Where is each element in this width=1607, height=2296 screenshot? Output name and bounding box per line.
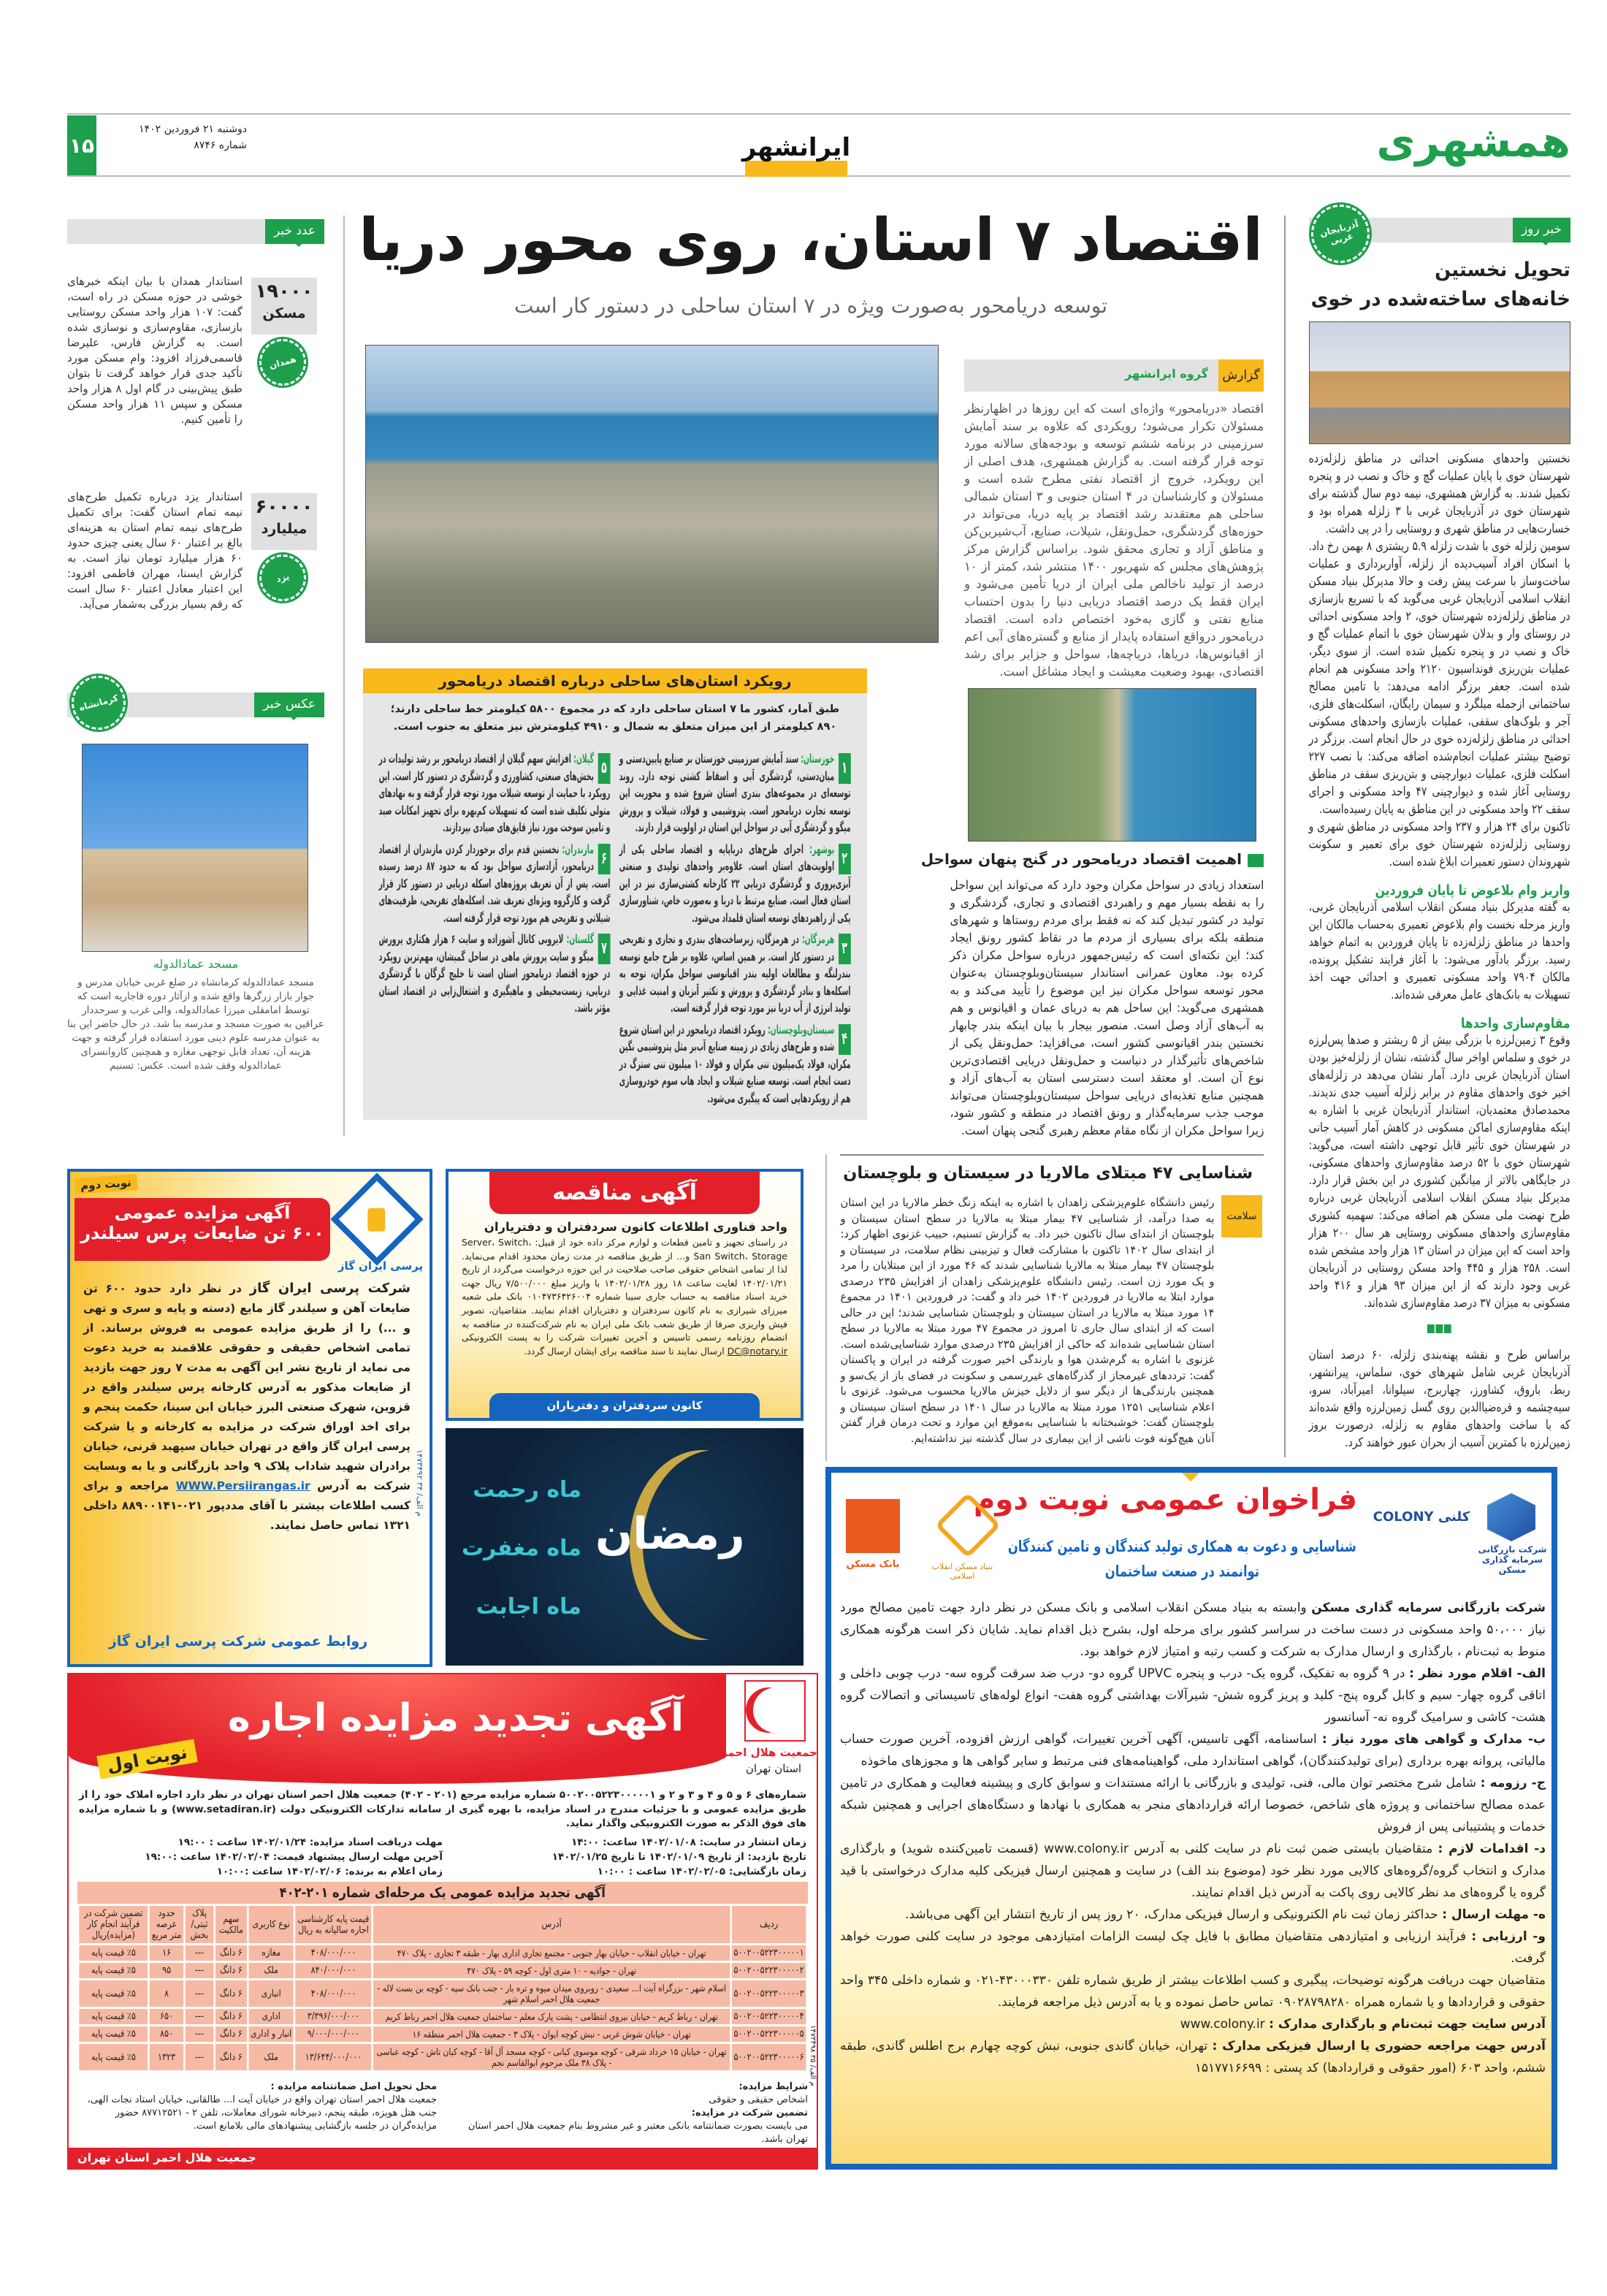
house-photo — [1309, 321, 1570, 444]
column-header: حدود عرصه متر مربع — [150, 1906, 183, 1943]
table-cell: انباری — [249, 1980, 294, 2007]
paragraph-text: حداکثر زمان ثبت نام الکترونیکی و ارسال فیزیکی مدارک، ۲۰ روز پس از تاریخ انتشار این آگهی می‌باشد. — [905, 1907, 1443, 1922]
ad-text: ارسال نمایند تا سند مناقصه برای ایشان ارسال گردد. — [524, 1345, 728, 1357]
table-cell: ٪۵ قیمت پایه — [80, 1963, 148, 1978]
ad-paragraph — [840, 1597, 1546, 1663]
paragraph-text: در ۹ گروه به تفکیک، گروه یک- درب و پنجره UPVC گروه دو- درب ضد سرقت گروه سه- درب چوبی داخلی و اتاقی گروه چهار- سیم و کابل گروه پنج- کلید و پریز گروه شش- شیرآلات بهداشتی گروه هفت- انواع لوله‌های تاسیساتی و اتصالات گروه هشت- کاشی و سرامیک گروه نه- آسانسور — [840, 1666, 1546, 1725]
table-row — [80, 1980, 806, 2007]
table-cell: --- — [186, 1963, 214, 1978]
newspaper-logo[interactable]: همشهری — [1376, 117, 1570, 167]
auction-date: تاریخ بازدید: از تاریخ ۱۴۰۲/۰۱/۰۹ تا تاریخ ۱۴۰۲/۰۱/۲۵ — [551, 1851, 806, 1863]
article-title-line2: خانه‌های ساخته‌شده در خوی — [1310, 288, 1570, 310]
logo-text: پرسی ایران گاز — [337, 1259, 424, 1273]
heading-marker — [1248, 854, 1264, 867]
table-cell: --- — [186, 1980, 214, 2007]
item-text: سند آمایش سرزمینی خوزستان بر صنایع پایین‌دستی و میان‌دستی، گردشگری آبی و اسقاط کشتی توجه دارد. روند توسعه‌ای در مجموعه‌های بندری استان شروع شده و محوریت این توسعه تجارت دریامحور است. پتروشیمی و فولاد، شیلات و پرورش میگو و گردشگری آبی در سواحل این استان در اولویت قرار دارند. — [619, 752, 851, 834]
table-cell: ٪۵ قیمت پایه — [80, 2044, 148, 2070]
paragraph-heading: آدرس سایت جهت ثبت‌نام و بارگذاری مدارک : — [1269, 2017, 1546, 2032]
paragraph-heading: ب- مدارک و گواهی های مورد نیاز : — [1321, 1732, 1546, 1747]
paragraph-text: متقاضیان بایستی ضمن ثبت نام در سایت کلنی به آدرس www.colony.ir (قسمت تامین‌کننده شوید) و بارگذاری مدارک و انتخاب گروه/گروه‌های کالایی مورد نظر خود (موضوع بند الف) در سایت و همچنین ارسال فیزیکی کلیه مدارک درخواستی با قید گروه یا گروه‌های مد نظر کالایی روی پاکت به آدرس ذیل اقدام نمایند. — [840, 1842, 1546, 1900]
ad-subtitle: واحد فناوری اطلاعات کانون سردفتران و دفتریاران — [484, 1220, 787, 1234]
table-cell: ۹/۰۰۰/۰۰۰/۰۰۰ — [296, 2026, 372, 2042]
box-intro: طبق آمار، کشور ما ۷ استان ساحلی دارد که در مجموع ۵۸۰۰ کیلومتر خط ساحلی دارند؛ ۸۹۰ کیلومتر از این میزان متعلق به شمال و ۴۹۱۰ کیلومترش نیز متعلق به جنوب است. — [390, 703, 840, 733]
ad-footer: روابط عمومی شرکت پرسی ایران گاز — [108, 1633, 368, 1649]
report-band — [964, 359, 1264, 392]
paragraph-heading: ج- رزومه : — [1480, 1776, 1546, 1790]
ad-subtitle: ۶۰۰ تن ضایعات پرس سیلندر — [80, 1223, 324, 1243]
article-paragraph: سومین زلزله خوی با شدت زلزله ۵.۹ ریشتری ۸ بهمن رخ داد. با اسکان افراد آسیب‌دیده از زلزله، آواربرداری و عملیات ساخت‌وساز با سرعت پیش رفت و حالا مدیرکل بنیاد مسکن انقلاب اسلامی آذربایجان غربی می‌گوید که با تسریع بازسازی در مناطق زلزله‌زده شهرستان خوی، ۲ واحد مسکونی احداثی در روستای وار و بدلان شهرستان خوی با اتمام عملیات گچ و خاک و نصب در و پنجره تکمیل شده است. از سوی دیگر، عملیات بتن‌ریزی فونداسیون ۲۱۲۰ واحد مسکونی هم انجام شده است. جعفر برزگر ادامه می‌دهد: با تامین مصالح ساختمانی ازجمله میلگرد و سیمان رایگان، اسکلت‌های فلزی، آجر و بلوک‌های سقفی، عملیات بازسازی واحدهای مسکونی احداثی در مناطق زلزله‌زده خوی در حال انجام است. برزگر در توضیح بیشتر عملیات انجام‌شده اضافه می‌کند: با نصب ۲۲۷ اسکلت فلزی، عملیات دیوارچینی و بتن‌ریزی سقف در مناطق روستایی آغاز شده و دیوارچینی ۴۷ واحد مسکونی و اجرای سقف ۲۲ واحد مسکونی در این مناطق به پایان رسیده‌است. — [1309, 539, 1571, 817]
table-cell: ۱۶ — [150, 1945, 183, 1961]
box-title: رویکرد استان‌های ساحلی درباره اقتصاد دریامحور — [363, 668, 867, 693]
table-cell: تهران - رباط کریم - خیابان نیروی انتظامی - پشت پارک معلم - ساختمان جمعیت هلال احمر رباط کریم — [373, 2009, 730, 2024]
article-title: تحویل نخستین — [1435, 259, 1570, 281]
ad-paragraph — [840, 2013, 1546, 2035]
table-cell: ٪۵ قیمت پایه — [80, 2009, 148, 2024]
issue-date: دوشنبه ۲۱ فروردین ۱۴۰۲ — [139, 123, 247, 135]
province-name: سیستان‌وبلوچستان: — [768, 1022, 835, 1037]
table-cell: تهران - خیابان شوش غربی - نبش کوچه ایوان - پلاک ۳ - جمعیت هلال احمر منطقه ۱۶ — [373, 2026, 730, 2042]
ad-company: شرکت پرسی ایران گاز — [249, 1281, 411, 1296]
ad-title: آگهی مناقصه — [489, 1172, 760, 1214]
coastline-photo — [968, 688, 1256, 842]
auction-date: زمان انتشار در سایت: ۱۴۰۲/۰۱/۰۸ ساعت: ۱۴:۰۰ — [571, 1837, 806, 1848]
stat-box — [251, 278, 317, 335]
table-cell: ۶ دانگ — [215, 2026, 247, 2042]
conditions-title: شرایط مزایده: — [738, 2081, 808, 2092]
stat-number: ۱۹۰۰۰ — [255, 281, 313, 302]
province-stamp: یزد — [254, 549, 311, 606]
table-cell: تهران - خیابان انقلاب - خیابان بهار جنوبی - مجتمع تجاری اداری بهار - طبقه ۳ تجاری - پلاک ۴۷۰ — [373, 1945, 730, 1961]
stat-number: ۶۰۰۰۰ — [255, 496, 313, 518]
auction-table — [77, 1904, 808, 2072]
province-item — [619, 841, 851, 927]
ramadan-banner — [446, 1428, 804, 1666]
section-label: ایرانشهر — [730, 131, 862, 177]
stat-box — [251, 493, 317, 550]
table-cell: ۶ دانگ — [215, 1945, 247, 1961]
ad-paragraph — [840, 1969, 1546, 2013]
province-stamp: کرمانشاه — [66, 670, 132, 736]
paragraph-heading: و- ارزیابی : — [1471, 1929, 1546, 1944]
item-text: لایروبی کانال آشوراده و سایت ۶ هزار هکتاری پرورش میگو و سایت پرورش ماهی در ساحل گمیشان، مهم‌ترین رویکرد در حوزه اقتصاد دریامحور استان است تا خلیج گرگان با گردشگری دریایی، زیست‌محیطی و ماهیگیری و اشتغال‌زایی در اقتصاد استان مؤثر باشد. — [379, 932, 611, 1015]
guarantee-text: می بایست بصورت ضمانتنامه بانکی معتبر و غیر مشروط بنام جمعیت هلال احمر استان تهران باشد. — [467, 2121, 808, 2145]
photo-title: مسجد عمادالدوله — [153, 957, 239, 971]
province-stamp: آذربایجان غربی — [1305, 198, 1376, 270]
section2-title: اهمیت اقتصاد دریامحور در گنج پنهان سواحل — [869, 850, 1264, 868]
table-cell: ۶۵۰ — [150, 2009, 183, 2024]
table-cell: ۵۰۰۲۰۰۵۲۲۳۰۰۰۰۰۴ — [732, 2009, 806, 2024]
table-cell: --- — [186, 2044, 214, 2070]
table-row — [80, 2009, 806, 2024]
table-cell: ۴۰۸/۰۰۰/۰۰۰ — [296, 1945, 372, 1961]
tender-ad — [446, 1169, 804, 1421]
province-name: گیلان: — [573, 752, 595, 766]
org-province: استان تهران — [745, 1762, 802, 1775]
item-number: ۷ — [598, 934, 611, 964]
guarantee-title: تضمین شرکت در مزایده: — [691, 2108, 808, 2118]
persi-gas-logo — [330, 1172, 423, 1265]
ad-subtitle: توانمند در صنعت ساختمان — [1104, 1563, 1259, 1580]
table-cell: ۵۰۰۲۰۰۵۲۲۳۰۰۰۰۰۲ — [732, 1963, 806, 1978]
item-text: در هرمزگان، زیرساخت‌های بندری و تجاری و تفریحی در دستور کار است. بر همین اساس، علاوه بر طرح جامع توسعه بندرلنگه و مطالعات اولیه بندر اقیانوسی سواحل مکران، توجه به اسکله‌ها و بنادر گردشگری و پرورش و تکثیر آبزیان و امنیت غذایی و تولید انرژی از آب دریا نیز مورد توجه قرار گرفته است. — [619, 932, 851, 1015]
column-header: تضمین شرکت در فرآیند انجام کار (مزایده)ریال — [80, 1906, 148, 1943]
report-byline: گروه ایرانشهر — [1125, 367, 1208, 381]
red-crescent-ad — [67, 1673, 818, 2170]
article-paragraph: وقوع ۳ زمین‌لرزه با بزرگی بیش از ۵ ریشتر و صدها پس‌لرزه در خوی و سلماس اواخر سال گذشته، نشان از زلزله‌خیز بودن استان آذربایجان غربی دارد. آمار نشان می‌دهد در زلزله‌های اخیر خوی واحدهای مقاوم در برابر زلزله آسیب جدی ندیدند. محمدصادق معتمدیان، استاندار آذربایجان غربی با اشاره به اینکه مقاوم‌سازی اماکن مسکونی در کاهش آمار آسیب جانی در شهرستان خوی تأثیر قابل توجهی داشته است، می‌گوید: شهرستان خوی با ۵۲ درصد مقاوم‌سازی واحدهای مسکونی، در جایگاهی بالاتر از میانگین کشوری در این بخش قرار دارد. مدیرکل بنیاد مسکن انقلاب اسلامی آذربایجان غربی درباره طرح نهضت ملی مسکن هم اضافه می‌کند: سهمیه کشوری مقاوم‌سازی واحدهای مسکونی روستایی هر سال ۲۰۰ هزار واحد است که این میزان در استان ۱۳ هزار واحد مشخص شده است. ۲۵۸ هزار و ۴۴۵ واحد مسکن روستایی در آذربایجان غربی وجود دارند که از این میزان ۹۳ هزار و ۴۱۶ واحد مسکونی به میزان ۳۷ درصد مقاوم‌سازی شده‌اند. — [1309, 1033, 1570, 1311]
section2-text: استعداد زیادی در سواحل مکران وجود دارد که می‌تواند این سواحل را به نقطه بسیار مهم و راهبردی اقتصادی و تجاری، گردشگری و تولید در کشور تبدیل کند که نه فقط برای مردم روستاها و شهرهای منطقه بلکه برای بسیاری از مردم ما در نقاط کشور رونق ایجاد کند؛ این نکته‌ای است که رئیس‌جمهور درباره سواحل مکران ذکر کرده بود. معاون عمرانی استاندار سیستان‌وبلوچستان به‌عنوان محور توسعه سواحل مکران نیز این موضوع را تأیید می‌کند و به همشهری می‌گوید: این ساحل هم به دریای عمان و اقیانوس و هم به آب‌های آزاد وصل است. منصور بیجار با بیان اینکه بندر چابهار نخستین بندر اقیانوسی کشور است، می‌افزاید: حمل‌ونقل یکی از شاخص‌های تأثیرگذار در دنیاست و حمل‌ونقل دریایی اقتصادی‌ترین نوع آن است. او معتقد است دسترسی استان به آب‌های آزاد و همچنین منابع تغذیه‌ای دریایی سواحل سیستان‌وبلوچستان می‌تواند موجب جذب سرمایه‌گذار و رونق اقتصاد در منطقه و کشور شود، زیرا سواحل مکران از نگاه مقام معظم رهبری گنجی پنهان است. — [950, 878, 1264, 1137]
ad-paragraph — [840, 1728, 1546, 1772]
item-number: ۶ — [598, 844, 611, 874]
column-header: نوع کاربری — [249, 1906, 294, 1943]
column-divider — [343, 216, 345, 1136]
column-header: پلاک ثبتی/ بخش — [186, 1906, 214, 1943]
section-tab: عدد خبر — [67, 219, 324, 244]
subheading: واریز وام بلاعوض تا پایان فروردین — [1375, 882, 1570, 899]
separator-squares — [1309, 1322, 1570, 1336]
table-cell: ملک — [249, 1963, 294, 1978]
article-paragraph: به گفته مدیرکل بنیاد مسکن انقلاب اسلامی آذربایجان غربی، واریز مرحله نخست وام بلاعوض تعمیری به‌حساب مالکان این واحدها در مناطق زلزله‌زده تا پایان فروردین به اتمام خواهد رسید. برزگر یادآور می‌شود: با آغاز فرایند تشکیل پرونده، مالکان ۷۹۰۴ واحد مسکونی تعمیری و احداثی جهت اخذ تسهیلات به بانک‌های عامل معرفی شده‌اند. — [1309, 900, 1571, 1002]
paragraph-text: فرآیند ارزیابی و امتیازدهی متقاضیان مطابق با فایل چک لیست الزامات امتیازدهی موجود در سایت کلنی صورت خواهد گرفت. — [840, 1929, 1546, 1966]
logo-text: بانک مسکن — [846, 1559, 900, 1570]
colony-logo: کلنی COLONY — [1373, 1509, 1470, 1525]
column-header: ردیف — [732, 1906, 806, 1943]
page-number: ۱۵ — [67, 115, 96, 175]
item-number: ۲ — [839, 844, 851, 874]
article-paragraph: تاکنون برای ۲۴ هزار و ۲۳۷ واحد مسکونی در مناطق شهری و روستایی زلزله‌زده شهرستان خوی برای تعمیر و سکونت شهروندان دستور تعمیرات ابلاغ شده است. — [1309, 820, 1571, 869]
paragraph-text: www.colony.ir — [1180, 2017, 1270, 2032]
auction-date: مهلت دریافت اسناد مزایده: ۱۴۰۲/۰۱/۲۴ ساعت : ۱۹:۰۰ — [178, 1837, 443, 1848]
ad-subtitle: شناسایی و دعوت به همکاری تولید کنندگان و تامین کنندگان — [1007, 1538, 1356, 1555]
table-cell: --- — [186, 2026, 214, 2042]
province-item — [619, 750, 851, 836]
stat-text: استاندار همدان با بیان اینکه خبرهای خوشی در حوزه مسکن در راه است، گفت: ۱۰۷ هزار واحد مسکن روستایی بازسازی، مقاوم‌سازی و نوسازی شده است. به گزارش فارس، علیرضا قاسمی‌فرزاد افزود: وام مسکن مورد تأکید جدی قرار خواهد گرفت تا بتوان طبق پیش‌بینی در گام اول ۸ هزار واحد مسکن و سپس ۱۱ هزار واحد مسکن را تأمین کنیم. — [67, 275, 243, 426]
paragraph-text: اساسنامه، آگهی تاسیس، آگهی آخرین تغییرات، گواهی ارزش افزوده، آخرین صورت حساب مالیاتی، پروانه بهره برداری (برای تولیدکنندگان)، گواهی استاندارد ملی، گواهینامه‌های فنی مرتبط و سایر گواهی ها و مجوزهای ماخوذه — [840, 1732, 1546, 1769]
table-cell: ۴۰۸/۰۰۰/۰۰۰ — [296, 1980, 372, 2007]
paragraph-heading: الف- اقلام مورد نظر : — [1409, 1666, 1546, 1681]
table-cell: ۵۰۰۲۰۰۵۲۲۳۰۰۰۰۰۶ — [732, 2044, 806, 2070]
table-row — [80, 2044, 806, 2070]
auction-date: آخرین مهلت ارسال پیشنهاد قیمت: ۱۴۰۲/۰۲/۰۴ ساعت :۱۹:۰۰ — [145, 1851, 443, 1863]
ad-code: م الف/ ۳۴ ۱۴۷۳۴۹۲ — [415, 1449, 424, 1517]
ad-paragraph — [840, 1926, 1546, 1969]
table-cell: انبار و اداری — [249, 2026, 294, 2042]
main-subheadline: توسعه دریامحور به‌صورت ویژه در ۷ استان ساحلی در دستور کار است — [514, 294, 1108, 318]
table-cell: ۱۳/۶۴۴/۰۰۰/۰۰۰ — [296, 2044, 372, 2070]
ad-paragraph — [840, 1772, 1546, 1838]
table-cell: ۸۴۰/۰۰۰/۰۰۰ — [296, 1963, 372, 1978]
ad-paragraph — [840, 1663, 1546, 1728]
header-top-rule — [67, 113, 1570, 115]
ramadan-line: ماه اجابت — [476, 1594, 581, 1620]
cubes-logo — [1487, 1493, 1535, 1541]
paragraph-text: تهران، خیابان گاندی جنوبی، نبش کوچه چهارم برج اطلس گاندی، طبقه ششم، واحد ۶۰۳ (امور حقوقی و قراردادها) کد پستی : ۱۵۱۷۷۱۶۶۹۹ — [840, 2039, 1546, 2075]
article-intro: اقتصاد «دریامحور» واژه‌ای است که این روزها در اظهارنظر مسئولان تکرار می‌شود؛ رویکردی که علاوه بر سند آمایش سرزمینی در برنامه ششم توسعه و بودجه‌های سالانه مورد توجه قرار گرفته است. به گزارش همشهری، هدف اصلی از این رویکرد، خروج از اقتصاد نفتی مطرح شده است و مسئولان و کارشناسان در ۴ استان جنوبی و ۳ استان شمالی ساحلی هم معتقدند رشد اقتصاد بر پایه دریا، می‌تواند در حوزه‌های گردشگری، حمل‌ونقل، شیلات، صنایع، آب‌شیرین‌کن و مناطق آزاد و تجاری محقق شود. براساس گزارش مرکز پژوهش‌های مجلس که شهریور ۱۴۰۰ منتشر شد، کمتر از ۱۰ درصد از تولید ناخالص ملی ایران از دریا تأمین می‌شود و ایران فقط یک درصد اقتصاد دریایی دنیا را بدون احتساب منابع نفتی و گازی به‌خود اختصاص داده است. اقتصاد دریامحور درواقع استفاده پایدار از منابع و گستره‌های آبی اعم از اقیانوس‌ها، دریاها، دریاچه‌ها، سواحل و جزایر برای رشد اقتصادی، بهبود وضعیت معیشت و ایجاد مشاغل است. — [964, 402, 1264, 679]
auction-date: زمان بازگشایی: ۱۴۰۲/۰۲/۰۵ ساعت : ۱۰:۰۰ — [597, 1866, 806, 1877]
malaria-text: رئیس دانشگاه علوم‌پزشکی زاهدان با اشاره به اینکه زنگ خطر مالاریا در این استان به صدا درآمد، از شناسایی ۴۷ بیمار مبتلا به مالاریا در سطح استان سیستان و بلوچستان از ابتدای سال تاکنون خبر داد. به گزارش تسنیم، حبیب غزنوی اظهار کرد: از ابتدای سال ۱۴۰۲ تاکنون با مشارکت فعال و تیزبینی نظام سلامت، در سیستان و بلوچستان ۴۷ بیمار مبتلا به مالاریا شناسایی شدند که ۴۶ مورد از این مبتلایان را مرد و یک مورد زن است. رئیس دانشگاه علوم‌پزشکی زاهدان از افزایش ۲۳۵ درصدی موارد ابتلا به مالاریا در فروردین ۱۴۰۲ خبر داد و گفت: در فروردین ۱۴۰۱ در مجموع ۱۴ مورد مبتلا به مالاریا در استان سیستان و بلوچستان شناسایی شدند؛ این در حالی است که از ابتدای سال جاری تا امروز در مجموع ۴۷ مورد مبتلا به مالاریا در سطح استان شناسایی شده‌اند که حاکی از افزایش ۲۳۵ درصدی موارد شناسایی‌شده است. غزنوی با اشاره به گرم‌شدن هوا و بارندگی اخیر صورت گرفته در ایران و پاکستان گفت: ترددهای غیرمجاز از گذرگاه‌های غیررسمی و سکونت در فضای باز از یک‌سو و همچنین بارندگی‌ها از دیگر سو از دلایل خیزش مالاریا محسوب می‌شود. غزنوی با اعلام شناسایی ۱۲۵۱ مورد مبتلا به مالاریا در سال ۱۴۰۱ در سطح استان سیستان و بلوچستان گفت: خوشبختانه با شناسایی به‌موقع این موارد و تحت درمان قرار گفتن آنان هیچ‌گونه فوت ناشی از این بیماری در سال گذشته نیز نداشته‌ایم. — [840, 1196, 1215, 1445]
report-label: گزارش — [1218, 359, 1264, 392]
photo-tab: عکس خبر — [67, 693, 324, 717]
divider — [825, 1154, 827, 1461]
issue-number: شماره ۸۷۴۶ — [194, 140, 247, 151]
table-cell: ۵۰۰۲۰۰۵۲۲۳۰۰۰۰۰۳ — [732, 1980, 806, 2007]
provinces-box — [363, 668, 867, 1120]
table-cell: ۸ — [150, 1980, 183, 2007]
province-name: خوزستان: — [801, 752, 835, 766]
table-cell: ۶ دانگ — [215, 2044, 247, 2070]
ad-badge: نوبت دوم — [74, 1174, 137, 1194]
ad-paragraph — [840, 1838, 1546, 1904]
mosque-photo — [82, 744, 308, 952]
province-name: مازندران: — [562, 842, 595, 856]
ad-title: آگهی مزایده عمومی — [114, 1202, 291, 1223]
paragraph-heading: ه- مهلت ارسال : — [1442, 1907, 1546, 1922]
province-name: هرمزگان: — [802, 932, 835, 946]
paragraph-heading: د- اقدامات لازم : — [1438, 1842, 1546, 1856]
org-name: جمعیت هلال احمر — [721, 1746, 817, 1759]
table-cell: ۵۰۰۲۰۰۵۲۲۳۰۰۰۰۰۵ — [732, 2026, 806, 2042]
ad-paragraph — [840, 1904, 1546, 1926]
ad-text: در نظر دارد حدود ۶۰۰ تن ضایعات آهن و سیلندر گاز مایع (دسته و پایه و سری و تهی و ...) را از طریق مزایده عمومی به فروش برساند. از تمامی اشخاص حقیقی و حقوقی علاقمند به خرید دعوت می نماید از تاریخ نشر این آگهی به مدت ۷ روز جهت بازدید از ضایعات مذکور به آدرس کارخانه پرس سیلندر واقع در قزوین، شهرک صنعتی البرز خیابان ابن سینا، حکمت پنجم و برای اخذ اوراق شرکت در مزایده به کارخانه و یا شرکت پرسی ایران گاز واقع در تهران خیابان سپهبد قرنی، خیابان برادران شهید شاداب پلاک ۹ واحد بازرگانی و یا به وبسایت شرکت به آدرس — [83, 1282, 411, 1492]
province-name: بوشهر: — [809, 842, 835, 856]
province-item — [379, 931, 611, 1017]
column-header: آدرس — [373, 1906, 730, 1943]
ramadan-line: ماه مغفرت — [462, 1536, 581, 1561]
table-cell: اداری — [249, 2009, 294, 2024]
ad-website-link[interactable]: WWW.Persiirangas.ir — [175, 1479, 310, 1492]
province-stamp: همدان — [254, 334, 311, 391]
table-cell: مغازه — [249, 1945, 294, 1961]
paragraph-text: متقاضیان جهت دریافت هرگونه توضیحات، پیگیری و کسب اطلاعات بیشتر از طریق شماره تلفن ۴۳۰۰۰۳۳۰-۰۲۱ و شماره داخلی ۳۴۵ واحد حقوقی و قراردادها و یا شماره همراه ۰۹۰۲۸۷۹۸۲۸۰ تماس حاصل نموده و یا به آدرس ذیل مراجعه فرمایند. — [840, 1973, 1546, 2010]
ad-footer: کانون سردفتران و دفتریاران — [489, 1393, 760, 1418]
main-headline: اقتصاد ۷ استان، روی محور دریا — [359, 206, 1263, 274]
ramadan-word: رمضان — [595, 1509, 745, 1560]
table-cell: --- — [186, 2009, 214, 2024]
table-row — [80, 1945, 806, 1961]
auction-date: زمان اعلام به برنده: ۱۴۰۲/۰۲/۰۶ ساعت :۱۰:۰۰ — [216, 1866, 443, 1877]
paragraph-heading: شرکت بازرگانی سرمایه گذاری مسکن — [1311, 1601, 1546, 1615]
red-crescent-logo — [744, 1680, 806, 1742]
table-cell: ٪۵ قیمت پایه — [80, 1980, 148, 2007]
province-item — [619, 1021, 851, 1107]
table-cell: ٪۵ قیمت پایه — [80, 1945, 148, 1961]
bank-maskan-logo — [846, 1499, 900, 1553]
stat-unit: میلیارد — [261, 521, 308, 537]
ad-paragraph — [840, 2035, 1546, 2079]
subheading: مقاوم‌سازی واحدها — [1461, 1015, 1570, 1031]
persi-gas-ad — [67, 1169, 432, 1667]
item-number: ۳ — [839, 934, 851, 964]
table-cell: تهران - خیابان ۱۵ خرداد شرقی - کوچه موسوی کیانی - کوچه مسجد آل آقا - کوچه کیان تاش - کوچه عباسی - پلاک ۳۸ ملک مرحوم ابوالقاسم نجم — [373, 2044, 730, 2070]
column-header: قیمت پایه کارشناسی اجاره سالیانه به ریال — [296, 1906, 372, 1943]
ad-intro: شماره‌های ۶ و ۵ و ۴ و ۳ و ۲ و ۵۰۰۲۰۰۵۲۲۳۰۰۰۰۰۱ شماره مزایده مرجع (۲۰۱ - ۴۰۲) جمعیت هلال احمر استان تهران در نظر دارد اجاره املاک خود را از طریق مزایده عمومی و با جزئیات مندرج در اسناد مزایده، با بهره گیری از سامانه تدارکات الکترونیکی دولت (www.setadiran.ir) و با شماره مزایده های فوق الذکر به صورت الکترونیکی واگذار نماید. — [79, 1789, 807, 1829]
section-tab: خبر روز — [1309, 218, 1570, 243]
item-text: اجرای طرح‌های دریاپایه و اقتصاد ساحلی یکی از اولویت‌های استان است. علاوه‌بر واحدهای تولیدی و صنعتی آبزی‌پروری و گردشگری دریایی ۲۲ کارخانه کشتی‌سازی نیز در این استان فعال است. صنایع مرتبط با دریا و به‌صورت خاص، شناورسازی یکی از راهبردهای توسعه استان قلمداد می‌شود. — [619, 842, 851, 925]
divider — [840, 1154, 1264, 1156]
paragraph-text: وابسته به بنیاد مسکن انقلاب اسلامی و بانک مسکن در نظر دارد جهت تامین مصالح مورد نیاز ۵۰،۰۰۰ واحد مسکونی در دست ساخت در سراسر کشور برای مرحله اول، بشرح ذیل اقدام نماید. شایان ذکر است هرگونه همکاری منوط به ثبت‌نام ، بارگذاری و ارسال مدارک به شرکت و کسب رتبه و امتیاز لازم خواهد بود. — [840, 1601, 1546, 1659]
ad-badge: نوبت اول — [96, 1739, 197, 1780]
table-cell: ۶ دانگ — [215, 1980, 247, 2007]
article-paragraph: نخستین واحدهای مسکونی احداثی در مناطق زلزله‌زده شهرستان خوی با پایان عملیات گچ و خاک و نصب در و پنجره تکمیل شدند. به گزارش همشهری، نیمه دوم سال گذشته برای شهرستان خوی در آذربایجان غربی با ۳ زلزله همراه بود و خسارت‌هایی در مناطق شهری و روستایی را در پی داشت. — [1309, 451, 1570, 536]
health-label: سلامت — [1221, 1195, 1262, 1237]
logo-text: بنیاد مسکن انقلاب اسلامی — [931, 1562, 993, 1581]
province-item — [379, 841, 611, 927]
table-cell: ۸۵۰ — [150, 2026, 183, 2042]
item-text: رویکرد اقتصاد دریامحور در این استان شروع شده و طرح‌های زیادی در زمینه صنایع آب‌بر مثل پتروشیمی نگین مکران، فولاد یک‌میلیون تنی مکران و فولاد ۱۰ میلیون تنی سترگ در دست انجام است. توسعه صنایع شیلات و ایجاد هاب سوم خودروسازی هم از رویکردهایی است که پیگیری می‌شود. — [619, 1022, 851, 1105]
province-item — [619, 931, 851, 1017]
item-text: افزایش سهم گیلان از اقتصاد دریامحور بر رشد تولیدات در بخش‌های صنعتی، کشاورزی و گردشگری در دستور کار است. این رویکرد با حمایت از توسعه شیلات مورد توجه قرار گرفته و به نهادهای متولی تکلیف شده است که تسهیلات کم‌بهره برای تجهیز امکانات صید و تامین سوخت مورد نیاز قایق‌های صیادی بپردازند. — [379, 752, 611, 834]
ramadan-line: ماه رحمت — [473, 1477, 581, 1503]
stat-text: استاندار یزد درباره تکمیل طرح‌های نیمه تمام استان گفت: برای تکمیل طرح‌های نیمه تمام استان به هزینه‌ای بالغ بر اعتبار ۶۰ سال یعنی چیزی حدود ۶۰ هزار میلیارد تومان نیاز است. به گزارش ایسنا، مهران فاطمی افزود: این اعتبار معادل اعتبار ۶۰ سال است که رقم بسیار بزرگی به‌شمار می‌آید. — [67, 490, 243, 611]
table-cell: ٪۵ قیمت پایه — [80, 2026, 148, 2042]
table-row — [80, 2026, 806, 2042]
stat-unit: مسکن — [262, 305, 306, 321]
table-cell: ۶ دانگ — [215, 2009, 247, 2024]
table-title: آگهی تجدید مزایده عمومی یک مرحله‌ای شماره ۲۰۱-۴۰۲ — [77, 1882, 808, 1904]
ad-code: م الف/ ۳۵ ۱۴۷۳۴۹۸ — [809, 2025, 817, 2086]
conditions-text: اشخاص حقیقی و حقوقی — [709, 2094, 808, 2105]
province-item — [379, 750, 611, 836]
ad-title: فراخوان عمومی نوبت دوم — [974, 1483, 1357, 1517]
paragraph-heading: آدرس جهت مراجعه حضوری یا ارسال فیزیکی مدارک : — [1212, 2039, 1546, 2053]
table-cell: ۱۳۲۳ — [150, 2044, 183, 2070]
delivery-text: جمعیت هلال احمر استان تهران واقع در خیابان آیت ا... طالقانی، خیابان استاد نجات الهی، جنب هتل هویزه، طبقه پنجم، دبیرخانه شورای معاملات، تلفن ۲ - ۸۷۷۱۲۵۲۱ حضور مزایده‌گران در جلسه بازگشایی پیشنهادهای مالی بلامانع است. — [87, 2094, 437, 2132]
table-row — [80, 1963, 806, 1978]
ad-text: در راستای تجهیز و تامین قطعات و لوازم مرکز داده خود از قبیل: Server، Switch، San Switch، Storage و... از طریق مناقصه در مدت زمان محدود اقدام می‌نماید. لذا از تمامی اشخاص حقوقی صاحب صلاحیت در این حوزه درخواست می‌گردد از تاریخ ۱۴۰۲/۰۱/۲۱ لغایت ساعت ۱۸ روز ۱۴۰۲/۰۱/۲۸ با واریز مبلغ ۷/۵۰۰/۰۰۰ ریال جهت خرید اسناد مناقصه به حساب جاری سیبا شماره ۰۱۰۴۷۳۶۴۲۶۰۰۴ بانک ملی شعبه میرزای شیرازی به نام کانون سردفتران و دفتریاران اقدام نمایند. متقاضیان، تصویر فیش واریزی صرفا از طریق شعب بانک ملی ایران به نام شرکت‌کننده در مناقصه به انضمام روزنامه رسمی تاسیس و آخرین تغییرات شرکت را به پست الکترونیکی — [462, 1237, 788, 1343]
table-cell: ۵۰۰۲۰۰۵۲۲۳۰۰۰۰۰۱ — [732, 1945, 806, 1961]
malaria-title: شناسایی ۴۷ مبتلای مالاریا در سیستان و بلوچستان — [843, 1164, 1253, 1183]
table-cell: اسلام شهر - بزرگراه آیت ا... سعیدی - روبروی میدان میوه و تره بار - جنب بانک سپه - کوچه بن بست لاله - جمعیت هلال احمر اسلام شهر — [373, 1980, 730, 2007]
table-cell: ۶ دانگ — [215, 1963, 247, 1978]
logo-text: شرکت بازرگانی سرمایه گذاری مسکن — [1478, 1544, 1547, 1575]
delivery-title: محل تحویل اصل ضمانتنامه مزایده : — [270, 2081, 437, 2092]
article-paragraph: براساس طرح و نقشه پهنه‌بندی زلزله، ۶۰ درصد استان آذربایجان غربی شامل شهرهای خوی، سلماس، پیرانشهر، ربط، باروق، کشاورز، چهاربرج، سیلوانا، امیرآباد، سرو، سیه‌چشمه و قره‌ضیاالدین روی گسل زمین‌لرزه واقع شده‌اند که با ساخت واحدهای مقاوم به زلزله، درصورت بروز زمین‌لرزه با کمترین آسیب از بحران عبور خواهند کرد. — [1309, 1348, 1570, 1450]
province-name: گلستان: — [567, 932, 595, 946]
column-divider — [1284, 216, 1286, 1457]
coastal-city-photo — [365, 345, 939, 643]
ad-text: مراجعه و برای کسب اطلاعات بیشتر با آقای مددپور ۰۲۱-۸۸۹۰۰۱۴۱ داخلی ۱۳۲۱ تماس حاصل نمایند. — [83, 1479, 411, 1532]
table-cell: ملک — [249, 2044, 294, 2070]
table-cell: تهران - جوادیه - ۱۰ متری اول - کوچه ۵۹ - پلاک ۴۷۰ — [373, 1963, 730, 1978]
ad-title: آگهی تجدید مزایده اجاره — [228, 1696, 684, 1740]
item-number: ۴ — [839, 1024, 851, 1055]
colony-ad — [825, 1467, 1557, 2170]
photo-caption: مسجد عمادالدوله کرمانشاه در ضلع غربی خیابان مدرس و جوار بازار زرگرها واقع شده و ازآثار دوره قاجاریه است که توسط امامقلی میرزا عمادالدوله، والی غرب و سرحددار عراقین به صورت مسجد و مدرسه بنا شد. در حال حاضر این بنا به عنوان مدرسه علوم دینی مورد استفاده قرار گرفته و جهت هزینه آن، تعداد قابل توجهی مغازه و همچنین کاروانسرای عمادالدوله وقف شده است. عکس: تسنیم — [67, 977, 324, 1072]
item-text: نخستین قدم برای برخوردار کردن مازندران از اقتصاد دریامحور، آزادسازی سواحل بود که به حدود ۸۷ درصد رسیده است. پس از آن تعریف پروژه‌های اسکله دریایی در دستور کار قرار گرفت و کارگروه ویژه‌ای تعریف شد. اسکله‌های تفریحی، ظرفیت‌های شیلاتی و تفریحی هم مورد توجه قرار گرفته است. — [379, 842, 611, 925]
item-number: ۵ — [598, 753, 611, 784]
table-cell: --- — [186, 1945, 214, 1961]
paragraph-text: شامل شرح مختصر توان مالی، فنی، تولیدی و بازرگانی با ارائه مستندات و سوابق کاری و پیشینه فعالیت و همکاری در تامین عمده مصالح ساختمانی و پروژه های شاخص، خصوصا ارائه قراردادهای منجر به همکاری با نهادها و دستگاه‌های اجرایی و همچنین شبکه خدمات و پشتیبانی پس از فروش — [840, 1776, 1546, 1834]
column-header: سهم مالکیت — [215, 1906, 247, 1943]
item-number: ۱ — [839, 753, 851, 784]
ad-footer: جمعیت هلال احمر استان تهران — [69, 2148, 817, 2168]
table-cell: ۹۵ — [150, 1963, 183, 1978]
table-cell: ۳/۳۹۶/۰۰۰/۰۰۰ — [296, 2009, 372, 2024]
ad-email-link[interactable]: DC@notary.ir — [727, 1345, 787, 1357]
